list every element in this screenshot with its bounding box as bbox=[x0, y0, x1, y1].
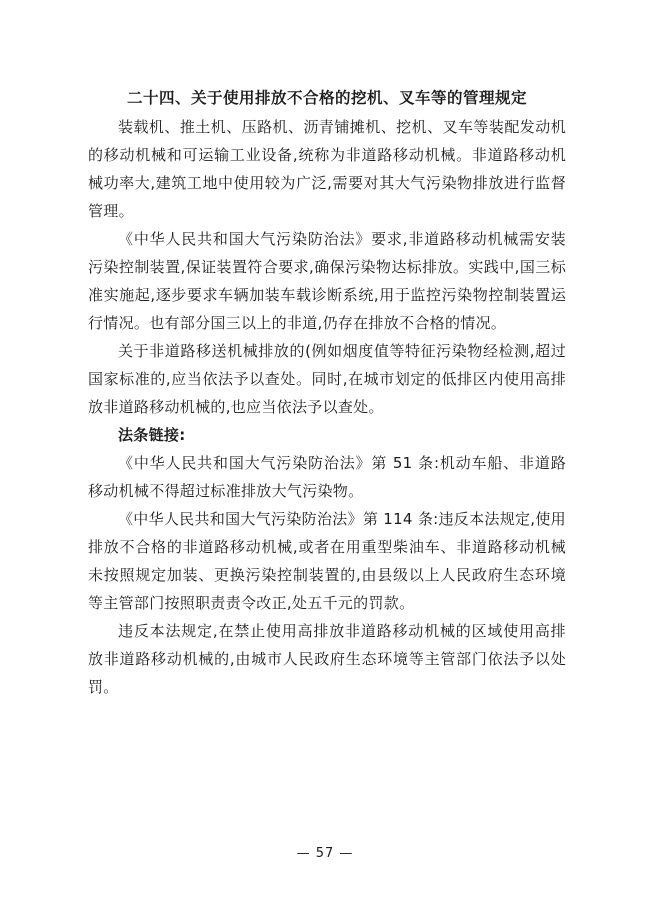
paragraph-article-51: 《中华人民共和国大气污染防治法》第 51 条:机动车船、非道路移动机械不得超过标准排放大气污染物。 bbox=[88, 454, 566, 500]
page-title: 二十四、关于使用排放不合格的挖机、叉车等的管理规定 bbox=[126, 89, 527, 107]
law-links-heading: 法条链接: bbox=[118, 426, 186, 444]
page-number: — 57 — bbox=[296, 846, 354, 861]
paragraph-violation-penalty: 违反本法规定,在禁止使用高排放非道路移动机械的区域使用高排放非道路移动机械的,由城市人民政府生态环境等主管部门依法予以处罚。 bbox=[88, 622, 566, 696]
paragraph-emission-inspection: 关于非道路移送机械排放的(例如烟度值等特征污染物经检测,超过国家标准的,应当依法予以查处。同时,在城市划定的低排区内使用高排放非道路移动机械的,也应当依法予以查处。 bbox=[88, 342, 566, 416]
paragraph-article-114: 《中华人民共和国大气污染防治法》第 114 条:违反本法规定,使用排放不合格的非道路移动机械,或者在用重型柴油车、非道路移动机械未按照规定加装、更换污染控制装置的,由县级以上人民政府生态环境等主管部门按照职责责令改正,处五千元的罚款。 bbox=[88, 510, 566, 612]
paragraph-law-requirements: 《中华人民共和国大气污染防治法》要求,非道路移动机械需安装污染控制装置,保证装置符合要求,确保污染物达标排放。实践中,国三标准实施起,逐步要求车辆加装车载诊断系统,用于监控污染物控制装置运行情况。也有部分国三以上的非道,仍存在排放不合格的情况。 bbox=[88, 230, 566, 332]
paragraph-intro-machinery: 装载机、推土机、压路机、沥青铺摊机、挖机、叉车等装配发动机的移动机械和可运输工业设备,统称为非道路移动机械。非道路移动机械功率大,建筑工地中使用较为广泛,需要对其大气污染物排放进行监督管理。 bbox=[88, 118, 566, 220]
